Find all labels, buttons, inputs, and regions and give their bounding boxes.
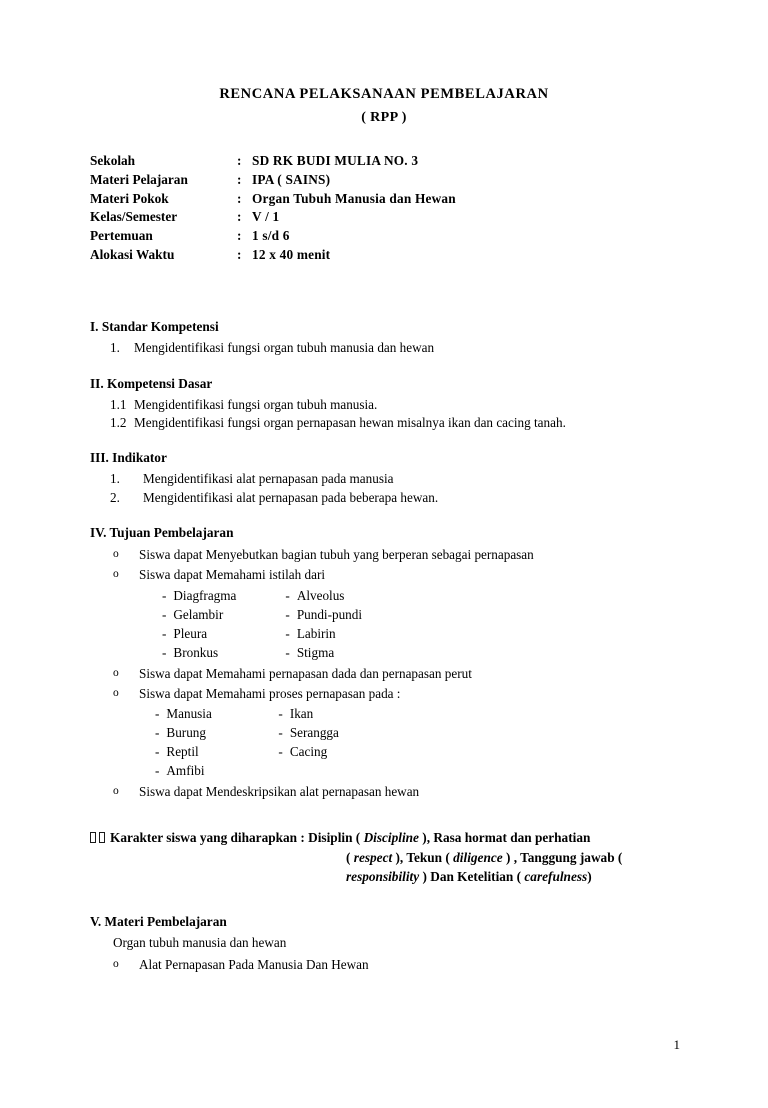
dash-marker: - bbox=[278, 725, 283, 741]
section-materi-pembelajaran bbox=[90, 912, 768, 974]
term-left: Diagfragma bbox=[173, 587, 237, 603]
karakter-text: ), Tekun ( bbox=[392, 849, 454, 865]
meta-value: V / 1 bbox=[252, 209, 280, 225]
dash-marker: - bbox=[155, 763, 160, 779]
karakter-siswa-paragraph bbox=[90, 828, 690, 886]
circle-bullet-icon: o bbox=[113, 548, 119, 561]
meta-row-kelas-semester bbox=[90, 208, 456, 227]
dash-marker: - bbox=[285, 587, 290, 603]
page-subtitle: ( RPP ) bbox=[361, 109, 407, 125]
table-row bbox=[155, 742, 339, 761]
list-item bbox=[113, 782, 768, 802]
dash-marker: - bbox=[155, 744, 160, 760]
karakter-line-1 bbox=[90, 828, 690, 847]
circle-bullet-icon: o bbox=[113, 666, 119, 679]
list-marker: 2. bbox=[110, 489, 120, 505]
meta-row-pertemuan bbox=[90, 227, 456, 246]
term-right: Alveolus bbox=[296, 587, 345, 603]
meta-value: Organ Tubuh Manusia dan Hewan bbox=[252, 190, 456, 206]
list-marker: 1.1 bbox=[110, 396, 127, 412]
term-right: Cacing bbox=[289, 744, 328, 760]
open-book-icon bbox=[90, 832, 105, 843]
istilah-term-table bbox=[162, 586, 362, 662]
title-block bbox=[0, 84, 768, 128]
karakter-text: ) bbox=[587, 869, 592, 885]
dash-marker: - bbox=[285, 644, 290, 660]
term-left: Reptil bbox=[166, 744, 199, 760]
term-right: Serangga bbox=[289, 725, 339, 741]
karakter-prefix: Karakter siswa yang diharapkan : Disiplin ( bbox=[110, 830, 364, 846]
list-item bbox=[113, 955, 768, 975]
karakter-continuation bbox=[90, 848, 690, 887]
table-row bbox=[155, 723, 339, 742]
karakter-text: ( bbox=[346, 849, 354, 865]
term-right bbox=[290, 761, 339, 780]
list-item bbox=[113, 684, 768, 704]
list-text: Siswa dapat Menyebutkan bagian tubuh yang berperan sebagai pernapasan bbox=[139, 547, 534, 563]
circle-bullet-icon: o bbox=[113, 785, 119, 798]
term-left: Pleura bbox=[173, 625, 208, 641]
list-text: Mengidentifikasi alat pernapasan pada beberapa hewan. bbox=[143, 489, 439, 505]
dash-marker bbox=[278, 761, 289, 780]
meta-label: Materi Pelajaran bbox=[90, 171, 188, 187]
dash-marker: - bbox=[162, 587, 167, 603]
section-heading: V. Materi Pembelajaran bbox=[90, 914, 227, 930]
list-text: Mengidentifikasi fungsi organ tubuh manusia. bbox=[134, 396, 378, 412]
list-item bbox=[110, 339, 768, 358]
karakter-line-3 bbox=[346, 867, 690, 886]
materi-line: Organ tubuh manusia dan hewan bbox=[113, 935, 287, 951]
meta-colon: : bbox=[237, 228, 242, 244]
circle-bullet-icon: o bbox=[113, 686, 119, 699]
proses-term-table bbox=[155, 704, 339, 780]
meta-row-alokasi-waktu bbox=[90, 246, 456, 265]
list-text: Siswa dapat Memahami proses pernapasan pada : bbox=[139, 685, 401, 701]
table-row bbox=[155, 704, 339, 723]
karakter-text: ) Dan Ketelitian ( bbox=[419, 869, 525, 885]
dash-marker: - bbox=[162, 606, 167, 622]
table-row bbox=[162, 586, 362, 605]
meta-label: Pertemuan bbox=[90, 228, 153, 244]
indikator-list bbox=[90, 470, 768, 507]
meta-value: 1 s/d 6 bbox=[252, 228, 290, 244]
section-kompetensi-dasar bbox=[90, 374, 768, 433]
section-tujuan-pembelajaran bbox=[90, 523, 768, 802]
karakter-italic-responsibility: responsibility bbox=[346, 869, 420, 885]
dash-marker: - bbox=[285, 625, 290, 641]
list-item bbox=[110, 470, 768, 489]
meta-colon: : bbox=[237, 190, 242, 206]
list-item bbox=[113, 565, 768, 585]
section-heading: III. Indikator bbox=[90, 450, 167, 466]
table-row bbox=[155, 761, 339, 780]
list-text: Siswa dapat Mendeskripsikan alat pernapasan hewan bbox=[139, 784, 420, 800]
dash-marker: - bbox=[285, 606, 290, 622]
section-heading: II. Kompetensi Dasar bbox=[90, 375, 213, 391]
list-marker: 1. bbox=[110, 339, 120, 355]
dash-marker: - bbox=[278, 744, 283, 760]
circle-bullet-icon: o bbox=[113, 958, 119, 971]
dash-marker: - bbox=[162, 625, 167, 641]
page-title: RENCANA PELAKSANAAN PEMBELAJARAN bbox=[219, 86, 549, 102]
section-standar-kompetensi bbox=[90, 317, 768, 358]
list-text: Siswa dapat Memahami pernapasan dada dan pernapasan perut bbox=[139, 665, 472, 681]
section-heading: I. Standar Kompetensi bbox=[90, 319, 219, 334]
karakter-italic-respect: respect bbox=[353, 849, 393, 865]
table-row bbox=[162, 624, 362, 643]
term-right: Stigma bbox=[296, 644, 335, 660]
meta-colon: : bbox=[237, 152, 242, 168]
standar-kompetensi-list bbox=[90, 339, 768, 358]
list-item bbox=[110, 396, 768, 415]
dash-marker: - bbox=[162, 644, 167, 660]
table-row bbox=[162, 605, 362, 624]
list-text: Siswa dapat Memahami istilah dari bbox=[139, 567, 326, 583]
list-text: Alat Pernapasan Pada Manusia Dan Hewan bbox=[139, 957, 369, 973]
term-right: Ikan bbox=[289, 706, 314, 722]
list-item bbox=[110, 414, 768, 433]
meta-row-materi-pokok bbox=[90, 190, 456, 209]
meta-value: SD RK BUDI MULIA NO. 3 bbox=[252, 152, 419, 168]
term-left: Burung bbox=[166, 725, 206, 741]
list-text: Mengidentifikasi fungsi organ tubuh manusia dan hewan bbox=[134, 339, 435, 355]
document-page bbox=[0, 84, 768, 1108]
list-marker: 1.2 bbox=[110, 415, 127, 431]
karakter-italic-diligence: diligence bbox=[453, 849, 503, 865]
list-text: Mengidentifikasi alat pernapasan pada manusia bbox=[143, 471, 394, 487]
meta-label: Materi Pokok bbox=[90, 190, 169, 206]
meta-label: Sekolah bbox=[90, 152, 136, 168]
dash-marker: - bbox=[155, 706, 160, 722]
section-indikator bbox=[90, 448, 768, 507]
list-item bbox=[113, 545, 768, 565]
term-left: Amfibi bbox=[166, 763, 205, 779]
meta-row-sekolah bbox=[90, 152, 456, 171]
karakter-line-2 bbox=[346, 848, 690, 867]
term-left: Bronkus bbox=[173, 644, 219, 660]
meta-row-materi-pelajaran bbox=[90, 171, 456, 190]
term-left: Gelambir bbox=[173, 606, 224, 622]
page-number: 1 bbox=[673, 1037, 680, 1052]
meta-label: Kelas/Semester bbox=[90, 209, 178, 225]
karakter-italic-discipline: Discipline bbox=[363, 830, 419, 846]
term-right: Labirin bbox=[296, 625, 336, 641]
meta-colon: : bbox=[237, 247, 242, 263]
materi-list bbox=[90, 955, 768, 975]
term-right: Pundi-pundi bbox=[296, 606, 363, 622]
term-left: Manusia bbox=[166, 706, 212, 722]
meta-colon: : bbox=[237, 171, 242, 187]
list-text: Mengidentifikasi fungsi organ pernapasan hewan misalnya ikan dan cacing tanah. bbox=[134, 415, 566, 431]
list-item bbox=[113, 664, 768, 684]
meta-label: Alokasi Waktu bbox=[90, 247, 175, 263]
dash-marker: - bbox=[278, 706, 283, 722]
karakter-suffix: ), Rasa hormat dan perhatian bbox=[418, 830, 591, 846]
list-item bbox=[110, 489, 768, 508]
karakter-italic-carefulness: carefulness bbox=[524, 869, 588, 885]
document-meta-table bbox=[90, 152, 456, 265]
meta-colon: : bbox=[237, 209, 242, 225]
tujuan-list bbox=[90, 545, 768, 802]
kompetensi-dasar-list bbox=[90, 396, 768, 433]
meta-value: IPA ( SAINS) bbox=[252, 171, 331, 187]
dash-marker: - bbox=[155, 725, 160, 741]
circle-bullet-icon: o bbox=[113, 568, 119, 581]
section-heading: IV. Tujuan Pembelajaran bbox=[90, 525, 234, 541]
list-marker: 1. bbox=[110, 471, 120, 487]
karakter-text: ) , Tanggung jawab ( bbox=[502, 849, 623, 865]
table-row bbox=[162, 643, 362, 662]
meta-value: 12 x 40 menit bbox=[252, 247, 331, 263]
